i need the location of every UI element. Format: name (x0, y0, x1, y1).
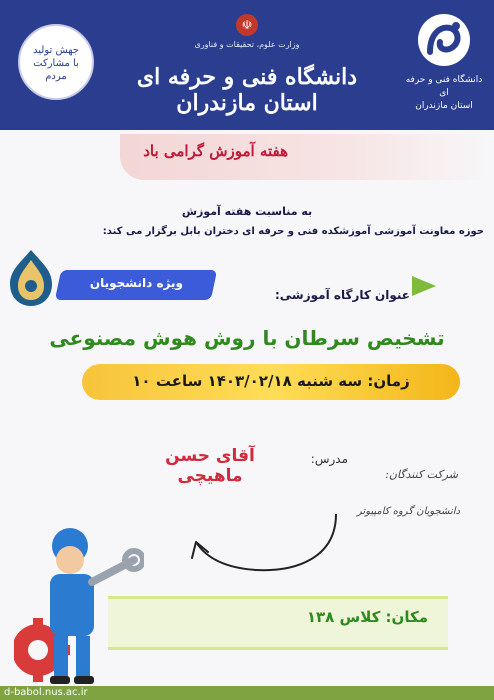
slogan-seal (18, 24, 94, 100)
header (0, 0, 494, 130)
time-text: زمان: سه شنبه ۱۴۰۳/۰۲/۱۸ ساعت ۱۰ (132, 372, 410, 390)
curved-arrow-icon (176, 506, 346, 582)
instructor-label: مدرس: (310, 452, 348, 466)
university-title: دانشگاه فنی و حرفه ای استان مازندران (136, 64, 358, 116)
arrow-marker-icon (412, 276, 436, 296)
banner (120, 134, 494, 180)
banner-text: هفته آموزش گرامی باد (143, 142, 288, 160)
time-bar (82, 364, 460, 400)
footer-bar (0, 686, 494, 700)
workshop-title: تشخیص سرطان با روش هوش مصنوعی (49, 326, 445, 350)
badge-text: ویژه دانشجویان (89, 276, 183, 290)
participants-label: شرکت کنندگان: (385, 468, 458, 481)
intro-line-2: حوزه معاونت آموزشی آموزشکده فنی و حرفه ای دختران بابل برگزار می کند: (102, 226, 484, 237)
students-badge (55, 270, 217, 300)
seal-line-1: جهش تولید (33, 45, 79, 56)
university-logo-icon (416, 12, 472, 68)
logo-text-line-2: استان مازندران (415, 101, 473, 111)
logo-text-line-1: دانشگاه فنی و حرفه ای (405, 75, 483, 98)
seal-line-2: با مشارکت مردم (33, 58, 79, 82)
emblem-icon: ☫ (236, 14, 258, 36)
intro-line-1: به مناسبت هفته آموزش (181, 205, 313, 218)
location-bar (108, 590, 448, 650)
ornament-icon (6, 248, 56, 308)
location-text: مکان: کلاس ۱۳۸ (306, 608, 428, 626)
instructor-name: آقای حسن ماهیچی (165, 446, 255, 486)
footer-url[interactable]: d-babol.nus.ac.ir (4, 687, 88, 698)
university-logo (404, 12, 484, 112)
participants: دانشجویان گروه کامپیوتر (356, 506, 460, 517)
ministry-name: وزارت علوم، تحقیقات و فناوری (194, 40, 300, 49)
workshop-label: عنوان کارگاه آموزشی: (274, 288, 410, 302)
